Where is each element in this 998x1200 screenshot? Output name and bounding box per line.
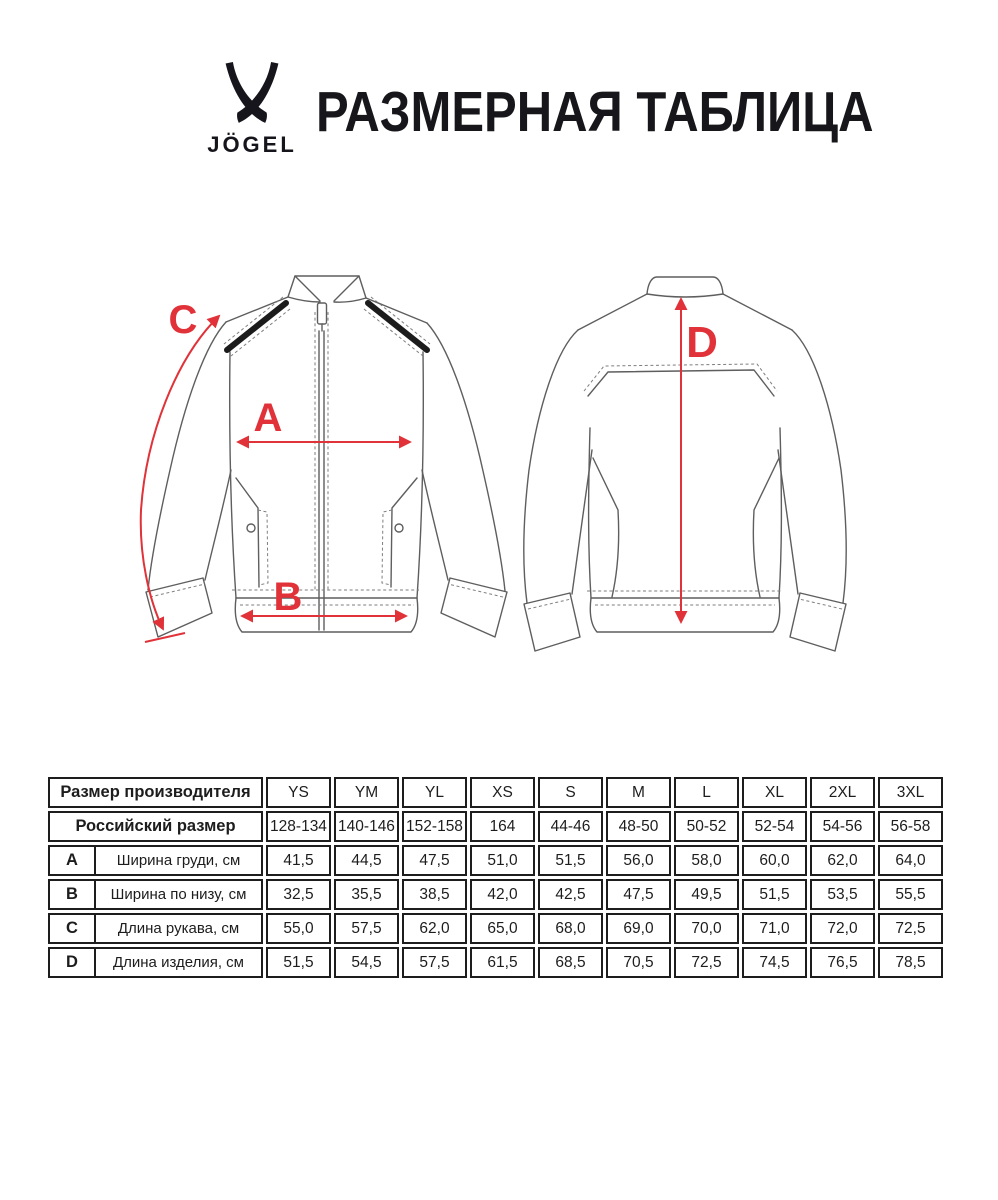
value-cell: 69,0 [606, 913, 671, 944]
russian-size-cell: 164 [470, 811, 535, 842]
value-cell: 62,0 [402, 913, 467, 944]
value-cell: 47,5 [402, 845, 467, 876]
russian-size-cell: 140-146 [334, 811, 399, 842]
value-cell: 72,0 [810, 913, 875, 944]
value-cell: 54,5 [334, 947, 399, 978]
value-cell: 70,5 [606, 947, 671, 978]
jogel-logo-icon [214, 62, 290, 128]
measurement-letter: C [50, 915, 96, 942]
chest-width-label: A [253, 396, 283, 440]
front-right-shoulder-stripe [368, 303, 427, 350]
measurement-label [50, 915, 261, 942]
measurement-row-b [48, 879, 943, 910]
value-cell: 53,5 [810, 879, 875, 910]
size-col-header: L [674, 777, 739, 808]
value-cell: 65,0 [470, 913, 535, 944]
maker-size-row [48, 777, 943, 808]
size-col-header: YL [402, 777, 467, 808]
value-cell: 44,5 [334, 845, 399, 876]
russian-size-cell: 152-158 [402, 811, 467, 842]
hem-width-label: B [273, 575, 303, 619]
measurement-description: Ширина груди, см [116, 852, 241, 869]
measurement-row-d [48, 947, 943, 978]
measurement-letter: D [50, 949, 96, 976]
value-cell: 57,5 [334, 913, 399, 944]
value-cell: 55,5 [878, 879, 943, 910]
size-col-header: YS [266, 777, 331, 808]
value-cell: 41,5 [266, 845, 331, 876]
value-cell: 72,5 [674, 947, 739, 978]
front-measurement-annotations [141, 298, 410, 642]
measurement-description: Длина рукава, см [117, 920, 240, 937]
size-col-header: 2XL [810, 777, 875, 808]
value-cell: 51,5 [742, 879, 807, 910]
measurement-letter: B [50, 881, 96, 908]
value-cell: 51,5 [266, 947, 331, 978]
measurement-label [50, 949, 261, 976]
value-cell: 60,0 [742, 845, 807, 876]
value-cell: 58,0 [674, 845, 739, 876]
russian-size-row [48, 811, 943, 842]
jacket-back-drawing [524, 277, 846, 651]
value-cell: 42,0 [470, 879, 535, 910]
value-cell: 35,5 [334, 879, 399, 910]
brand-name: JÖGEL [207, 132, 297, 157]
russian-size-cell: 48-50 [606, 811, 671, 842]
size-col-header: XL [742, 777, 807, 808]
measurement-description: Длина изделия, см [112, 954, 244, 971]
size-col-header: YM [334, 777, 399, 808]
measurement-label [50, 881, 261, 908]
russian-size-cell: 54-56 [810, 811, 875, 842]
value-cell: 78,5 [878, 947, 943, 978]
value-cell: 61,5 [470, 947, 535, 978]
back-measurement-annotations [681, 299, 718, 622]
russian-size-cell: 52-54 [742, 811, 807, 842]
value-cell: 56,0 [606, 845, 671, 876]
size-col-header: XS [470, 777, 535, 808]
measurement-row-a [48, 845, 943, 876]
sleeve-length-arrow [141, 316, 219, 629]
value-cell: 74,5 [742, 947, 807, 978]
brand-logo [198, 62, 306, 158]
jacket-diagram [0, 228, 998, 690]
value-cell: 70,0 [674, 913, 739, 944]
value-cell: 55,0 [266, 913, 331, 944]
russian-size-cell: 44-46 [538, 811, 603, 842]
measurement-description: Ширина по низу, см [110, 886, 247, 903]
measurement-letter: A [50, 847, 96, 874]
value-cell: 49,5 [674, 879, 739, 910]
value-cell: 57,5 [402, 947, 467, 978]
value-cell: 32,5 [266, 879, 331, 910]
garment-length-label: D [686, 318, 718, 367]
value-cell: 38,5 [402, 879, 467, 910]
value-cell: 62,0 [810, 845, 875, 876]
value-cell: 64,0 [878, 845, 943, 876]
value-cell: 47,5 [606, 879, 671, 910]
measurement-label [50, 847, 261, 874]
value-cell: 72,5 [878, 913, 943, 944]
russian-size-cell: 50-52 [674, 811, 739, 842]
size-col-header: S [538, 777, 603, 808]
size-col-header: M [606, 777, 671, 808]
jacket-measurement-drawing [0, 228, 998, 690]
russian-size-cell: 56-58 [878, 811, 943, 842]
russian-size-cell: 128-134 [266, 811, 331, 842]
value-cell: 51,0 [470, 845, 535, 876]
value-cell: 76,5 [810, 947, 875, 978]
measurement-row-c [48, 913, 943, 944]
sleeve-length-label: C [168, 298, 198, 342]
value-cell: 51,5 [538, 845, 603, 876]
russian-size-header: Российский размер [48, 811, 263, 842]
size-table [45, 774, 946, 981]
maker-size-header: Размер производителя [48, 777, 263, 808]
value-cell: 42,5 [538, 879, 603, 910]
jacket-front-drawing [146, 276, 507, 637]
value-cell: 68,5 [538, 947, 603, 978]
value-cell: 68,0 [538, 913, 603, 944]
size-col-header: 3XL [878, 777, 943, 808]
page-title: РАЗМЕРНАЯ ТАБЛИЦА [316, 80, 874, 144]
value-cell: 71,0 [742, 913, 807, 944]
